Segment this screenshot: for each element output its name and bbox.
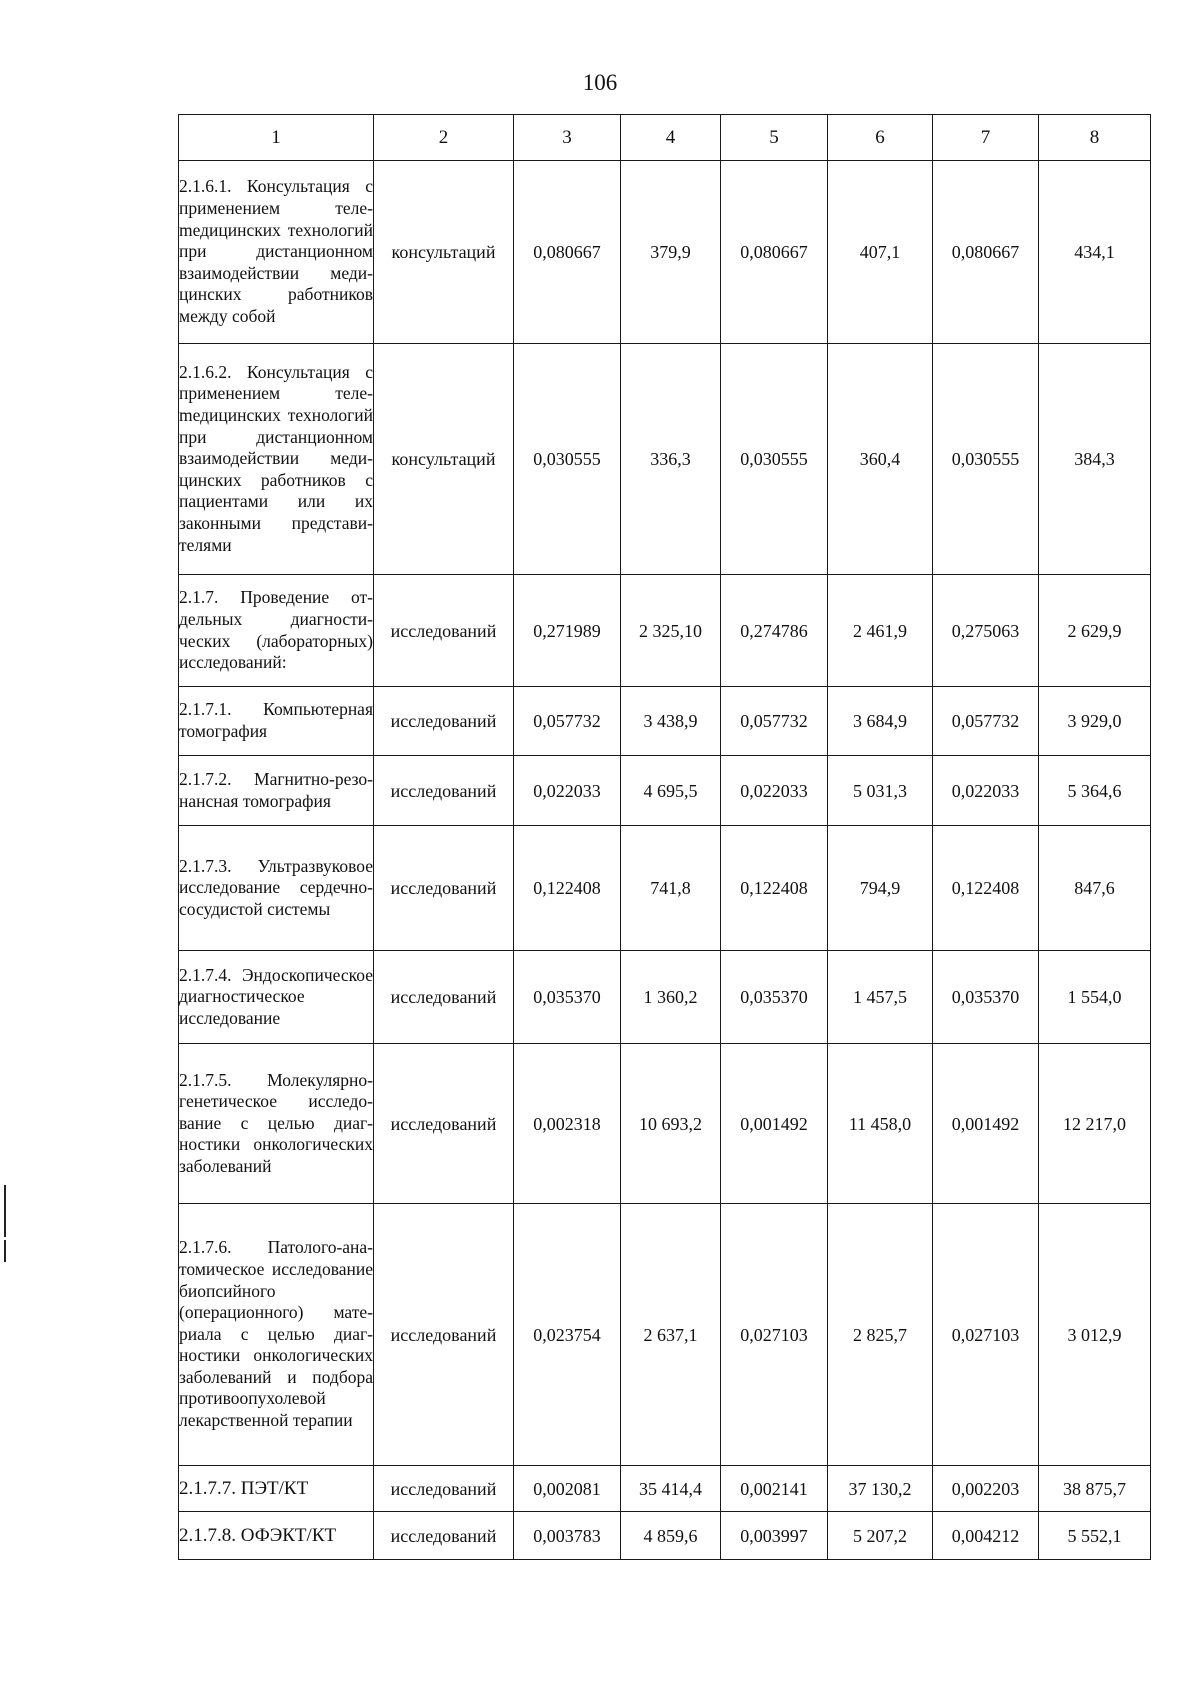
page-number: 106	[582, 70, 618, 95]
table-cell: 0,080667	[514, 161, 621, 344]
column-header: 1	[179, 115, 374, 161]
table-cell: 0,001492	[721, 1044, 828, 1204]
table-cell: 0,002203	[933, 1466, 1039, 1512]
table-row	[179, 575, 1151, 687]
row-description: 2.1.7.8. ОФЭКТ/КТ	[179, 1512, 374, 1560]
column-header: 2	[374, 115, 514, 161]
table-cell: 5 031,3	[828, 756, 933, 826]
column-header: 4	[621, 115, 721, 161]
table-cell: 0,002141	[721, 1466, 828, 1512]
row-description: 2.1.6.1. Консультация с применением телеmедицинских технологий при дистанционном взаимодействии медицинских работников между собой	[179, 161, 374, 344]
row-unit: исследований	[374, 1204, 514, 1466]
table-cell: 0,001492	[933, 1044, 1039, 1204]
table-cell: 0,022033	[721, 756, 828, 826]
table-cell: 336,3	[621, 344, 721, 575]
table-cell: 35 414,4	[621, 1466, 721, 1512]
table-row	[179, 1466, 1151, 1512]
table-cell: 2 629,9	[1039, 575, 1151, 687]
table-cell: 2 325,10	[621, 575, 721, 687]
table-cell: 0,004212	[933, 1512, 1039, 1560]
table-cell: 360,4	[828, 344, 933, 575]
table-cell: 1 554,0	[1039, 951, 1151, 1044]
row-unit: консультаций	[374, 161, 514, 344]
table-cell: 3 438,9	[621, 687, 721, 756]
table-row	[179, 1204, 1151, 1466]
table-cell: 1 457,5	[828, 951, 933, 1044]
table-cell: 0,057732	[721, 687, 828, 756]
row-description: 2.1.7.5. Молекулярно-генетическое исследование с целью диагностики онкологических заболеваний	[179, 1044, 374, 1204]
table-cell: 0,122408	[721, 826, 828, 951]
margin-mark	[4, 1240, 6, 1262]
table-cell: 384,3	[1039, 344, 1151, 575]
table-cell: 0,002318	[514, 1044, 621, 1204]
row-description: 2.1.7.4. Эндоскопическое диагностическое исследование	[179, 951, 374, 1044]
table-row	[179, 1044, 1151, 1204]
table-cell: 2 461,9	[828, 575, 933, 687]
row-description: 2.1.7. Проведение отдельных диагностических (лабораторных) исследований:	[179, 575, 374, 687]
table-cell: 0,035370	[933, 951, 1039, 1044]
column-header: 5	[721, 115, 828, 161]
table-cell: 12 217,0	[1039, 1044, 1151, 1204]
table-cell: 0,057732	[514, 687, 621, 756]
row-unit: исследований	[374, 756, 514, 826]
row-description: 2.1.7.7. ПЭТ/КТ	[179, 1466, 374, 1512]
table-cell: 37 130,2	[828, 1466, 933, 1512]
table-row	[179, 826, 1151, 951]
table-cell: 4 695,5	[621, 756, 721, 826]
data-table	[178, 114, 1151, 1560]
table-cell: 434,1	[1039, 161, 1151, 344]
table-cell: 2 825,7	[828, 1204, 933, 1466]
table-cell: 0,027103	[933, 1204, 1039, 1466]
row-description: 2.1.7.2. Магнитно-резонансная томография	[179, 756, 374, 826]
table-row	[179, 1512, 1151, 1560]
table-cell: 0,271989	[514, 575, 621, 687]
row-unit: исследований	[374, 1466, 514, 1512]
row-description: 2.1.7.1. Компьютерная томография	[179, 687, 374, 756]
row-unit: исследований	[374, 1512, 514, 1560]
table-cell: 0,022033	[514, 756, 621, 826]
column-header: 6	[828, 115, 933, 161]
column-header: 7	[933, 115, 1039, 161]
table-cell: 0,275063	[933, 575, 1039, 687]
table-cell: 4 859,6	[621, 1512, 721, 1560]
table-cell: 10 693,2	[621, 1044, 721, 1204]
table-cell: 0,080667	[721, 161, 828, 344]
table-cell: 11 458,0	[828, 1044, 933, 1204]
table-cell: 0,023754	[514, 1204, 621, 1466]
row-unit: исследований	[374, 951, 514, 1044]
table-cell: 0,003997	[721, 1512, 828, 1560]
table-cell: 0,030555	[933, 344, 1039, 575]
table-cell: 0,035370	[514, 951, 621, 1044]
table-cell: 3 929,0	[1039, 687, 1151, 756]
table-cell: 0,022033	[933, 756, 1039, 826]
table-cell: 847,6	[1039, 826, 1151, 951]
column-header: 3	[514, 115, 621, 161]
row-unit: исследований	[374, 575, 514, 687]
row-description: 2.1.7.6. Патолого-анатомическое исследование биопсийного (операционного) материала с целью диагностики онкологических заболеваний и подбора противоопухолевой лекарственной терапии	[179, 1204, 374, 1466]
table-cell: 0,002081	[514, 1466, 621, 1512]
table-cell: 0,057732	[933, 687, 1039, 756]
table-row	[179, 756, 1151, 826]
table-row	[179, 951, 1151, 1044]
row-description: 2.1.6.2. Консультация с применением телеmедицинских технологий при дистанционном взаимодействии медицинских работников с пациентами или их законными представителями	[179, 344, 374, 575]
table-cell: 3 012,9	[1039, 1204, 1151, 1466]
table-cell: 38 875,7	[1039, 1466, 1151, 1512]
row-unit: исследований	[374, 826, 514, 951]
table-row	[179, 161, 1151, 344]
table-cell: 0,027103	[721, 1204, 828, 1466]
column-header: 8	[1039, 115, 1151, 161]
table-cell: 0,030555	[721, 344, 828, 575]
table-cell: 0,035370	[721, 951, 828, 1044]
table-cell: 0,122408	[933, 826, 1039, 951]
header-row	[179, 115, 1151, 161]
table-row	[179, 687, 1151, 756]
table-cell: 0,274786	[721, 575, 828, 687]
row-description: 2.1.7.3. Ультразвуковое исследование сердечно-сосудистой системы	[179, 826, 374, 951]
table-cell: 5 364,6	[1039, 756, 1151, 826]
table-cell: 1 360,2	[621, 951, 721, 1044]
table-row	[179, 344, 1151, 575]
margin-mark	[4, 1185, 6, 1237]
table-cell: 379,9	[621, 161, 721, 344]
table-cell: 741,8	[621, 826, 721, 951]
table-cell: 5 207,2	[828, 1512, 933, 1560]
row-unit: консультаций	[374, 344, 514, 575]
table-cell: 2 637,1	[621, 1204, 721, 1466]
table-cell: 3 684,9	[828, 687, 933, 756]
table-cell: 0,122408	[514, 826, 621, 951]
table-cell: 407,1	[828, 161, 933, 344]
row-unit: исследований	[374, 687, 514, 756]
row-unit: исследований	[374, 1044, 514, 1204]
table-cell: 0,003783	[514, 1512, 621, 1560]
table-cell: 0,030555	[514, 344, 621, 575]
table-cell: 794,9	[828, 826, 933, 951]
table-cell: 5 552,1	[1039, 1512, 1151, 1560]
table-cell: 0,080667	[933, 161, 1039, 344]
